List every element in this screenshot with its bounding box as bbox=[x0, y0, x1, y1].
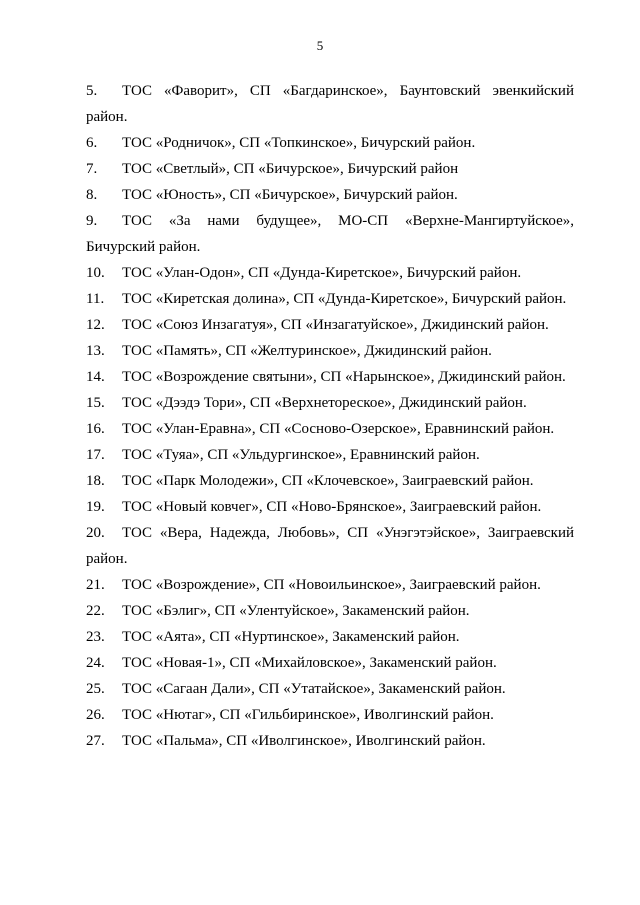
item-text: ТОС «Союз Инзагатуя», СП «Инзагатуйское», Джидинский район. bbox=[122, 317, 549, 333]
item-text: ТОС «Сагаан Дали», СП «Утатайское», Закаменский район. bbox=[122, 681, 506, 697]
item-text: ТОС «Нютаг», СП «Гильбиринское», Иволгинский район. bbox=[122, 707, 494, 723]
item-number: 23. bbox=[86, 629, 105, 645]
list-item bbox=[86, 208, 574, 260]
list-item bbox=[86, 702, 574, 728]
item-text: ТОС «Пальма», СП «Иволгинское», Иволгинский район. bbox=[122, 733, 486, 749]
item-number: 18. bbox=[86, 473, 105, 489]
list-item bbox=[86, 312, 574, 338]
item-text: ТОС «Бэлиг», СП «Улентуйское», Закаменский район. bbox=[122, 603, 470, 619]
item-text: ТОС «Фаворит», СП «Багдаринское», Баунтовский эвенкийский район. bbox=[86, 83, 574, 125]
item-number: 14. bbox=[86, 369, 105, 385]
list-item bbox=[86, 338, 574, 364]
list-item bbox=[86, 182, 574, 208]
item-text: ТОС «Память», СП «Желтуринское», Джидинский район. bbox=[122, 343, 492, 359]
list-item bbox=[86, 520, 574, 572]
list-item bbox=[86, 650, 574, 676]
page-number: 5 bbox=[316, 38, 324, 53]
item-number: 13. bbox=[86, 343, 105, 359]
item-number: 17. bbox=[86, 447, 105, 463]
item-number: 20. bbox=[86, 525, 105, 541]
item-text: ТОС «Возрождение», СП «Новоильинское», Заиграевский район. bbox=[122, 577, 541, 593]
item-text: ТОС «Аята», СП «Нуртинское», Закаменский район. bbox=[122, 629, 460, 645]
item-text: ТОС «Дээдэ Тори», СП «Верхнетореское», Джидинский район. bbox=[122, 395, 527, 411]
list-item bbox=[86, 130, 574, 156]
list-item bbox=[86, 78, 574, 130]
list-item bbox=[86, 390, 574, 416]
list-item bbox=[86, 572, 574, 598]
item-number: 9. bbox=[86, 213, 98, 229]
item-text: ТОС «Новая-1», СП «Михайловское», Закаменский район. bbox=[122, 655, 497, 671]
item-text: ТОС «Возрождение святыни», СП «Нарынское», Джидинский район. bbox=[122, 369, 566, 385]
list-item bbox=[86, 728, 574, 754]
item-text: ТОС «Светлый», СП «Бичурское», Бичурский район bbox=[122, 161, 459, 177]
item-number: 21. bbox=[86, 577, 105, 593]
item-number: 24. bbox=[86, 655, 105, 671]
list-item bbox=[86, 416, 574, 442]
item-text: ТОС «За нами будущее», МО-СП «Верхне-Мангиртуйское», Бичурский район. bbox=[86, 213, 574, 255]
tos-list bbox=[86, 78, 574, 754]
list-item bbox=[86, 260, 574, 286]
item-text: ТОС «Юность», СП «Бичурское», Бичурский район. bbox=[122, 187, 458, 203]
item-text: ТОС «Киретская долина», СП «Дунда-Киретское», Бичурский район. bbox=[122, 291, 567, 307]
item-number: 25. bbox=[86, 681, 105, 697]
item-number: 15. bbox=[86, 395, 105, 411]
list-item bbox=[86, 624, 574, 650]
item-number: 26. bbox=[86, 707, 105, 723]
list-item bbox=[86, 676, 574, 702]
item-text: ТОС «Парк Молодежи», СП «Клочевское», Заиграевский район. bbox=[122, 473, 534, 489]
item-number: 8. bbox=[86, 187, 98, 203]
item-text: ТОС «Новый ковчег», СП «Ново-Брянское», Заиграевский район. bbox=[122, 499, 542, 515]
item-text: ТОС «Родничок», СП «Топкинское», Бичурский район. bbox=[122, 135, 476, 151]
item-number: 5. bbox=[86, 83, 98, 99]
item-number: 27. bbox=[86, 733, 105, 749]
list-item bbox=[86, 156, 574, 182]
item-number: 12. bbox=[86, 317, 105, 333]
item-number: 16. bbox=[86, 421, 105, 437]
item-text: ТОС «Улан-Еравна», СП «Сосново-Озерское», Еравнинский район. bbox=[122, 421, 555, 437]
list-item bbox=[86, 598, 574, 624]
list-item bbox=[86, 364, 574, 390]
list-item bbox=[86, 468, 574, 494]
item-number: 11. bbox=[86, 291, 105, 307]
list-item bbox=[86, 286, 574, 312]
item-number: 19. bbox=[86, 499, 105, 515]
item-text: ТОС «Улан-Одон», СП «Дунда-Киретское», Бичурский район. bbox=[122, 265, 522, 281]
item-text: ТОС «Туяа», СП «Ульдургинское», Еравнинский район. bbox=[122, 447, 480, 463]
item-number: 7. bbox=[86, 161, 98, 177]
item-number: 6. bbox=[86, 135, 98, 151]
item-text: ТОС «Вера, Надежда, Любовь», СП «Унэгэтэйское», Заиграевский район. bbox=[86, 525, 574, 567]
item-number: 22. bbox=[86, 603, 105, 619]
item-number: 10. bbox=[86, 265, 105, 281]
list-item bbox=[86, 442, 574, 468]
list-item bbox=[86, 494, 574, 520]
